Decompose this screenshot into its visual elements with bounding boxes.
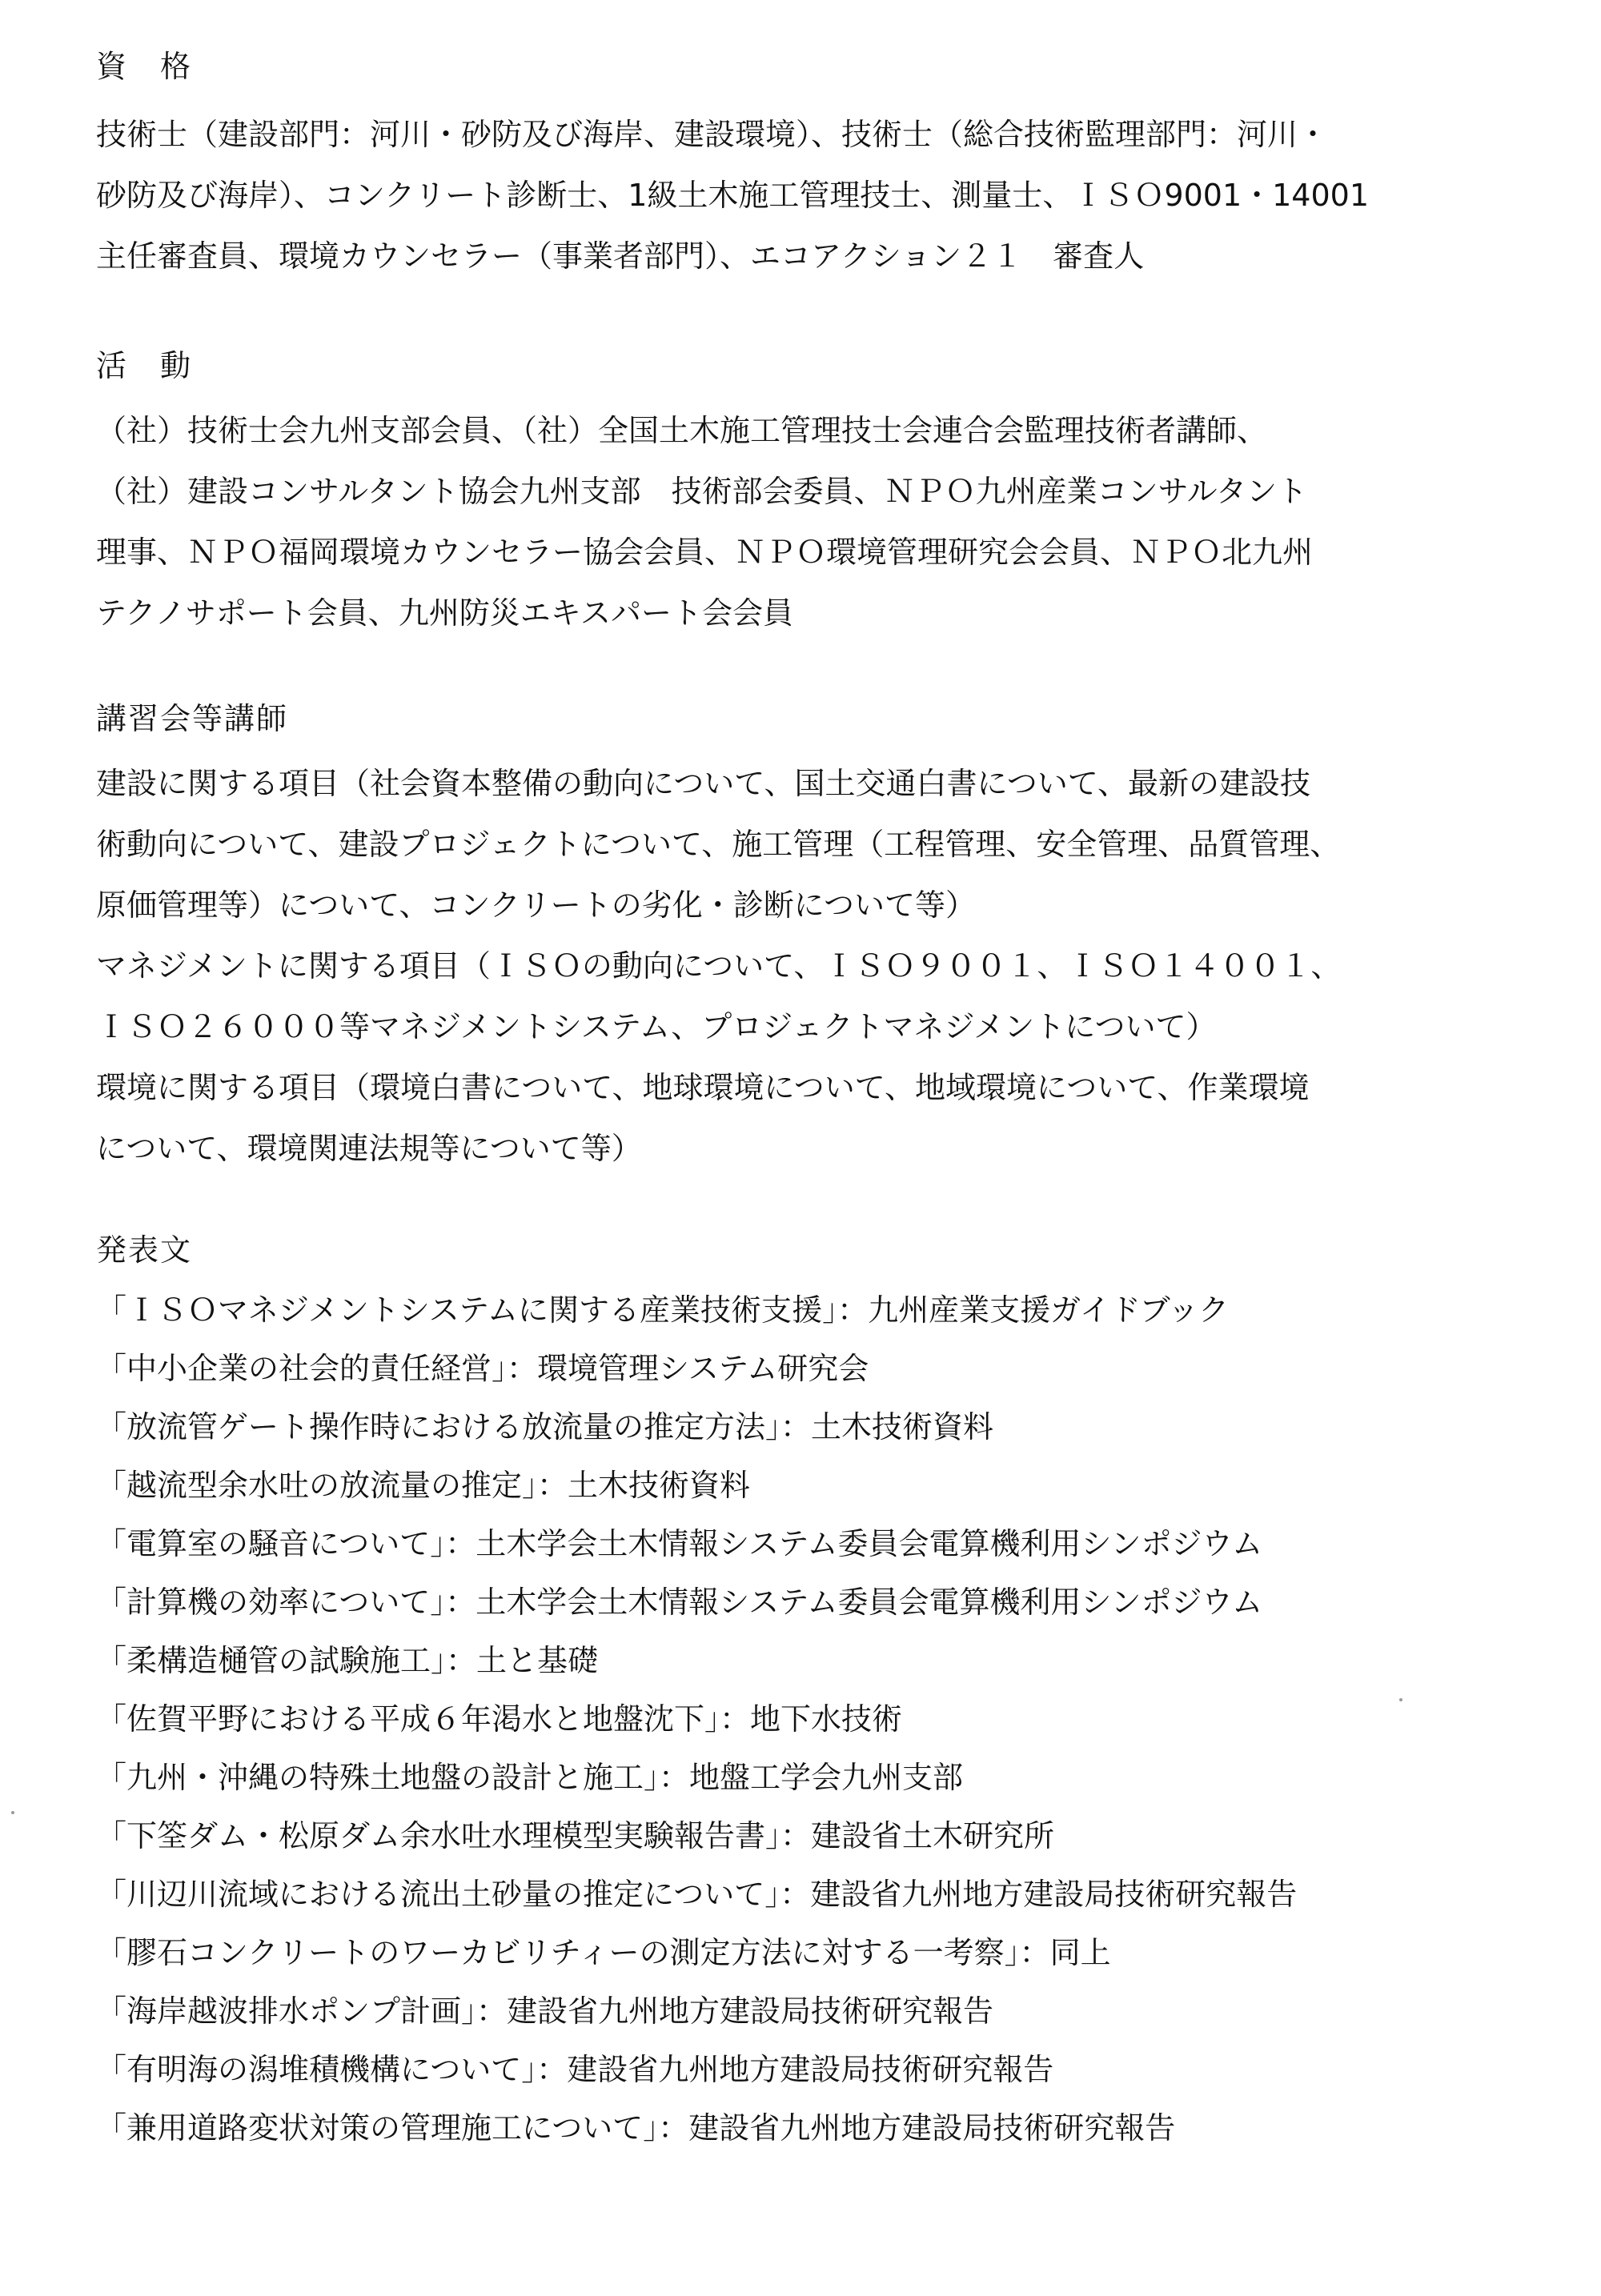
scan-speck — [11, 1811, 14, 1814]
lectures-line: 原価管理等）について、コンクリートの劣化・診断について等） — [96, 888, 976, 923]
publication-item: 「海岸越波排水ポンプ計画」：建設省九州地方建設局技術研究報告 — [96, 1993, 994, 2029]
lectures-line: 環境に関する項目（環境白書について、地球環境について、地域環境について、作業環境 — [96, 1070, 1310, 1105]
publication-item: 「計算機の効率について」：土木学会土木情報システム委員会電算機利用シンポジウム — [96, 1585, 1263, 1620]
lectures-section — [96, 699, 1521, 1179]
publications-list — [96, 1281, 1521, 2158]
qualifications-line: 主任審査員、環境カウンセラー（事業者部門）、エコアクション２１ 審査人 — [96, 238, 1145, 274]
publication-item: 「中小企業の社会的責任経営」：環境管理システム研究会 — [96, 1351, 869, 1386]
lectures-line: 建設に関する項目（社会資本整備の動向について、国土交通白書について、最新の建設技 — [96, 766, 1310, 801]
lectures-heading: 講習会等講師 — [96, 701, 289, 736]
lectures-line: ＩＳＯ２６０００等マネジメントシステム、プロジェクトマネジメントについて） — [96, 1009, 1217, 1044]
publication-item: 「下筌ダム・松原ダム余水吐水理模型実験報告書」：建設省土木研究所 — [96, 1818, 1055, 1853]
publication-item: 「電算室の騒音について」：土木学会土木情報システム委員会電算機利用シンポジウム — [96, 1526, 1263, 1561]
publication-item: 「佐賀平野における平成６年渇水と地盤沈下」：地下水技術 — [96, 1701, 903, 1737]
qualifications-section — [96, 46, 1521, 286]
scan-speck — [1399, 1698, 1402, 1701]
publications-section — [96, 1230, 1521, 2158]
lectures-line: 術動向について、建設プロジェクトについて、施工管理（工程管理、安全管理、品質管理、 — [96, 827, 1341, 862]
qualifications-lines — [96, 104, 1521, 286]
publications-heading: 発表文 — [96, 1232, 193, 1268]
qualifications-line: 砂防及び海岸）、コンクリート診断士、1級土木施工管理技士、測量士、ＩＳＯ9001・14001 — [96, 178, 1370, 213]
lectures-lines — [96, 753, 1521, 1179]
publication-item: 「有明海の潟堆積機構について」：建設省九州地方建設局技術研究報告 — [96, 2052, 1054, 2087]
lectures-line: について、環境関連法規等について等） — [96, 1131, 642, 1166]
publication-item: 「膠石コンクリートのワーカビリチィーの測定方法に対する一考察」：同上 — [96, 1935, 1111, 1970]
activities-section — [96, 346, 1521, 643]
lectures-line: マネジメントに関する項目（ＩＳＯの動向について、ＩＳＯ９００１、ＩＳＯ１４００１、 — [96, 948, 1342, 984]
publication-item: 「ＩＳＯマネジメントシステムに関する産業技術支援」：九州産業支援ガイドブック — [96, 1292, 1230, 1328]
qualifications-line: 技術士（建設部門：河川・砂防及び海岸、建設環境）、技術士（総合技術監理部門：河川・ — [96, 117, 1329, 152]
publication-item: 「柔構造樋管の試験施工」：土と基礎 — [96, 1643, 599, 1678]
publication-item: 「九州・沖縄の特殊土地盤の設計と施工」：地盤工学会九州支部 — [96, 1760, 964, 1795]
publication-item: 「越流型余水吐の放流量の推定」：土木技術資料 — [96, 1468, 751, 1503]
activities-lines — [96, 400, 1521, 643]
activities-line: （社）技術士会九州支部会員、（社）全国土木施工管理技士会連合会監理技術者講師、 — [96, 413, 1268, 448]
activities-line: テクノサポート会員、九州防災エキスパート会会員 — [96, 595, 793, 631]
activities-line: （社）建設コンサルタント協会九州支部 技術部会委員、ＮＰＯ九州産業コンサルタント — [96, 474, 1308, 509]
publication-item: 「放流管ゲート操作時における放流量の推定方法」：土木技術資料 — [96, 1409, 994, 1445]
activities-heading: 活 動 — [96, 348, 193, 383]
qualifications-heading: 資 格 — [96, 49, 193, 84]
activities-line: 理事、ＮＰＯ福岡環境カウンセラー協会会員、ＮＰＯ環境管理研究会会員、ＮＰＯ北九州 — [96, 535, 1314, 570]
publication-item: 「川辺川流域における流出土砂量の推定について」：建設省九州地方建設局技術研究報告 — [96, 1877, 1298, 1912]
publication-item: 「兼用道路変状対策の管理施工について」：建設省九州地方建設局技術研究報告 — [96, 2110, 1176, 2146]
